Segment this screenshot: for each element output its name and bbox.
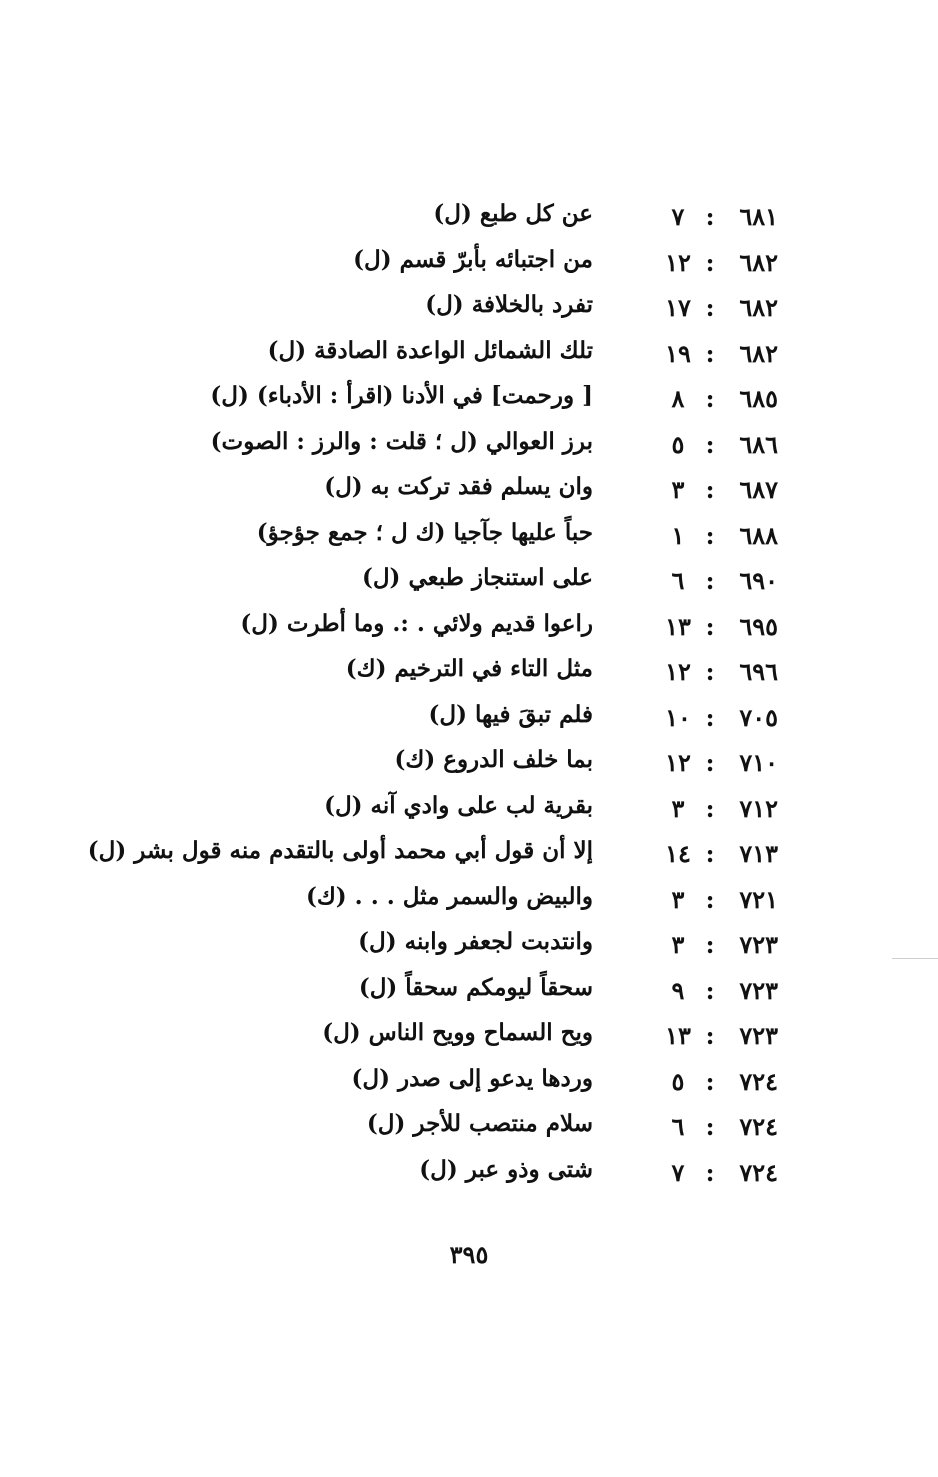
page-reference: ٦٨٢ [739, 247, 778, 277]
correction-text: راعوا قديم ولائي . :. وما أطرت (ل) [240, 609, 593, 637]
reference-separator: : [705, 293, 715, 322]
page-reference: ٦٨٥ [739, 384, 778, 413]
line-number: ٣ [671, 475, 685, 504]
reference-separator: : [705, 520, 715, 550]
page-reference: ٦٩٥ [739, 611, 778, 641]
page-reference: ٦٨٢ [739, 338, 778, 368]
line-number: ٦ [671, 566, 685, 595]
errata-row [0, 972, 938, 1018]
line-number: ١ [671, 520, 685, 550]
correction-text: [ ورحمت] في الأدنا (اقرأ : الأدباء) (ل) [210, 382, 593, 409]
errata-row [0, 471, 938, 517]
line-number: ١٩ [665, 338, 691, 368]
correction-text: تفرد بالخلافة (ل) [425, 291, 593, 318]
line-number: ٦ [671, 1112, 685, 1141]
page-reference: ٧١٠ [739, 748, 778, 777]
page-reference: ٧١٣ [739, 839, 778, 868]
page-reference: ٦٨٢ [739, 293, 778, 322]
page-reference: ٧٢١ [739, 884, 778, 914]
errata-list [0, 198, 938, 1199]
errata-row [0, 835, 938, 881]
reference [658, 248, 778, 277]
errata-row [0, 699, 938, 745]
correction-text: فلم تبقَ فيها (ل) [428, 700, 593, 728]
reference-separator: : [705, 338, 715, 368]
reference [658, 657, 778, 686]
reference [658, 384, 778, 413]
errata-row [0, 562, 938, 608]
line-number: ٨ [671, 384, 685, 413]
correction-text: عن كل طبع (ل) [433, 200, 593, 227]
reference [658, 202, 778, 231]
correction-text: إلا أن قول أبي محمد أولى بالتقدم منه قول بشر (ل) [87, 837, 593, 864]
correction-text: حباً عليها جآجيا (ك ل ؛ جمع جؤجؤ) [256, 518, 593, 546]
errata-row [0, 608, 938, 654]
reference-separator: : [705, 1021, 715, 1050]
correction-text: ويح السماح وويح الناس (ل) [322, 1019, 593, 1046]
correction-text: شتى وذو عبر (ل) [419, 1155, 593, 1183]
reference [658, 748, 778, 777]
line-number: ٩ [671, 975, 685, 1005]
reference [658, 1112, 778, 1141]
errata-row [0, 289, 938, 335]
page-number: ٣٩٥ [449, 1240, 489, 1269]
correction-text: بقرية لب على وادي آنه (ل) [324, 791, 593, 819]
errata-row [0, 790, 938, 836]
reference-separator: : [705, 702, 715, 732]
correction-text: مثل التاء في الترخيم (ك) [345, 655, 593, 682]
reference [658, 839, 778, 868]
reference-separator: : [705, 884, 715, 914]
reference [658, 612, 778, 641]
line-number: ٣ [671, 793, 685, 823]
page-reference: ٧٠٥ [739, 702, 778, 732]
margin-mark [892, 958, 938, 959]
reference [658, 703, 778, 732]
line-number: ١٢ [665, 247, 691, 277]
errata-row [0, 380, 938, 426]
reference-separator: : [705, 748, 715, 777]
reference-separator: : [705, 611, 715, 641]
correction-text: على استنجاز طبعي (ل) [361, 564, 593, 591]
reference [658, 794, 778, 823]
reference-separator: : [705, 1112, 715, 1141]
page-reference: ٦٨٨ [739, 520, 778, 550]
page-reference: ٧٢٤ [739, 1157, 778, 1187]
reference-separator: : [705, 1066, 715, 1096]
reference [658, 1158, 778, 1187]
line-number: ١٤ [665, 839, 691, 868]
reference-separator: : [705, 202, 715, 231]
correction-text: وانتدبت لجعفر وابنه (ل) [358, 928, 593, 955]
line-number: ٥ [671, 429, 685, 459]
line-number: ١٠ [665, 702, 691, 732]
correction-text: برز العوالي (ل ؛ قلت : والرز : الصوت) [210, 427, 593, 455]
page-reference: ٧١٢ [739, 793, 778, 823]
errata-row [0, 1154, 938, 1200]
errata-row [0, 198, 938, 244]
page-reference: ٦٨١ [739, 202, 778, 231]
reference-separator: : [705, 475, 715, 504]
errata-row [0, 744, 938, 790]
reference-separator: : [705, 839, 715, 868]
line-number: ٣ [671, 884, 685, 914]
page-reference: ٧٢٤ [739, 1066, 778, 1096]
errata-row [0, 1063, 938, 1109]
correction-text: والبيض والسمر مثل . . . (ك) [305, 882, 593, 910]
page-reference: ٦٨٦ [739, 429, 778, 459]
errata-row [0, 517, 938, 563]
reference [658, 1021, 778, 1050]
reference-separator: : [705, 566, 715, 595]
correction-text: من اجتبائه بأبرّ قسم (ل) [353, 245, 593, 273]
line-number: ١٧ [665, 293, 691, 322]
errata-row [0, 926, 938, 972]
correction-text: تلك الشمائل الواعدة الصادقة (ل) [267, 336, 593, 364]
reference-separator: : [705, 930, 715, 959]
reference-separator: : [705, 384, 715, 413]
reference-separator: : [705, 247, 715, 277]
reference-separator: : [705, 1157, 715, 1187]
reference [658, 1067, 778, 1096]
reference [658, 566, 778, 595]
reference [658, 976, 778, 1005]
correction-text: وان يسلم فقد تركت به (ل) [324, 473, 593, 500]
reference [658, 430, 778, 459]
errata-row [0, 335, 938, 381]
reference-separator: : [705, 793, 715, 823]
line-number: ١٢ [665, 748, 691, 777]
line-number: ١٣ [665, 611, 691, 641]
reference [658, 521, 778, 550]
page-reference: ٧٢٤ [739, 1112, 778, 1141]
line-number: ٣ [671, 930, 685, 959]
page-reference: ٧٢٣ [739, 1021, 778, 1050]
line-number: ١٢ [665, 657, 691, 686]
line-number: ٧ [671, 1157, 685, 1187]
line-number: ١٣ [665, 1021, 691, 1050]
errata-row [0, 881, 938, 927]
reference-separator: : [705, 975, 715, 1005]
correction-text: سلام منتصب للأجر (ل) [366, 1110, 593, 1137]
correction-text: وردها يدعو إلى صدر (ل) [351, 1064, 593, 1092]
page-reference: ٧٢٣ [739, 930, 778, 959]
errata-row [0, 426, 938, 472]
reference [658, 339, 778, 368]
reference [658, 293, 778, 322]
reference [658, 930, 778, 959]
errata-row [0, 1017, 938, 1063]
line-number: ٧ [671, 202, 685, 231]
line-number: ٥ [671, 1066, 685, 1096]
page-reference: ٦٩٠ [739, 566, 778, 595]
correction-text: سحقاً ليومكم سحقاً (ل) [358, 973, 593, 1001]
reference-separator: : [705, 657, 715, 686]
errata-row [0, 244, 938, 290]
errata-row [0, 653, 938, 699]
reference [658, 885, 778, 914]
page-reference: ٧٢٣ [739, 975, 778, 1005]
correction-text: بما خلف الدروع (ك) [394, 746, 593, 773]
reference [658, 475, 778, 504]
page-reference: ٦٩٦ [739, 657, 778, 686]
reference-separator: : [705, 429, 715, 459]
page-reference: ٦٨٧ [739, 475, 778, 504]
errata-row [0, 1108, 938, 1154]
